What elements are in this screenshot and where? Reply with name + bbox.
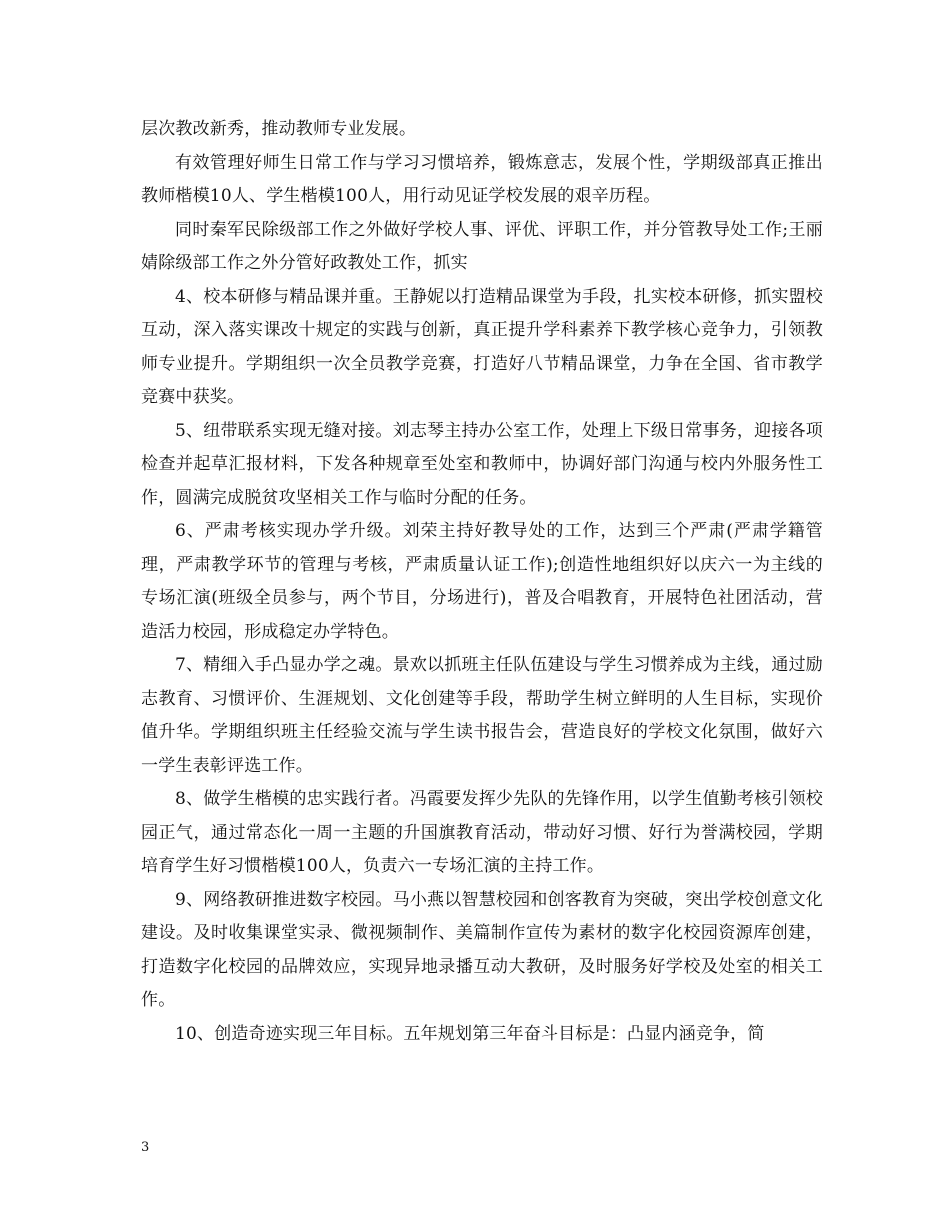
paragraph-continuation: 层次教改新秀，推动教师专业发展。	[141, 119, 417, 139]
paragraph-item-9: 9、网络教研推进数字校园。马小燕以智慧校园和创客教育为突破，突出学校创意文化建设。及时收集课堂实录、微视频制作、美篇制作宣传为素材的数字化校园资源库创建，打造数字化校园的品牌效应，实现异地录播互动大教研，及时服务好学校及处室的相关工作。	[141, 889, 823, 1010]
paragraph-item-6: 6、严肃考核实现办学升级。刘荣主持好教导处的工作，达到三个严肃(严肃学籍管理，严肃教学环节的管理与考核，严肃质量认证工作);创造性地组织好以庆六一为主线的专场汇演(班级全员参与，两个节目，分场进行)，普及合唱教育，开展特色社团活动，营造活力校园，形成稳定办学特色。	[141, 521, 823, 642]
page-number: 3	[141, 1140, 150, 1155]
paragraph: 同时秦军民除级部工作之外做好学校人事、评优、评职工作，并分管教导处工作;王丽婧除级部工作之外分管好政教处工作，抓实	[141, 219, 823, 273]
paragraph-item-4: 4、校本研修与精品课并重。王静妮以打造精品课堂为手段，扎实校本研修，抓实盟校互动，深入落实课改十规定的实践与创新，真正提升学科素养下教学核心竞争力，引领教师专业提升。学期组织一次全员教学竞赛，打造好八节精品课堂，力争在全国、省市教学竞赛中获奖。	[141, 286, 823, 407]
paragraph-item-5: 5、纽带联系实现无缝对接。刘志琴主持办公室工作，处理上下级日常事务，迎接各项检查并起草汇报材料，下发各种规章至处室和教师中，协调好部门沟通与校内外服务性工作，圆满完成脱贫攻坚相关工作与临时分配的任务。	[141, 420, 823, 508]
paragraph-item-8: 8、做学生楷模的忠实践行者。冯霞要发挥少先队的先锋作用，以学生值勤考核引领校园正气，通过常态化一周一主题的升国旗教育活动，带动好习惯、好行为誉满校园，学期培育学生好习惯楷模100人，负责六一专场汇演的主持工作。	[141, 789, 823, 876]
paragraph: 有效管理好师生日常工作与学习习惯培养，锻炼意志，发展个性，学期级部真正推出教师楷模10人、学生楷模100人，用行动见证学校发展的艰辛历程。	[141, 152, 823, 206]
paragraph-item-10: 10、创造奇迹实现三年目标。五年规划第三年奋斗目标是：凸显内涵竞争，简	[175, 1023, 765, 1044]
document-body	[141, 113, 823, 1051]
paragraph-item-7: 7、精细入手凸显办学之魂。景欢以抓班主任队伍建设与学生习惯养成为主线，通过励志教育、习惯评价、生涯规划、文化创建等手段，帮助学生树立鲜明的人生目标，实现价值升华。学期组织班主任经验交流与学生读书报告会，营造良好的学校文化氛围，做好六一学生表彰评选工作。	[141, 655, 823, 776]
